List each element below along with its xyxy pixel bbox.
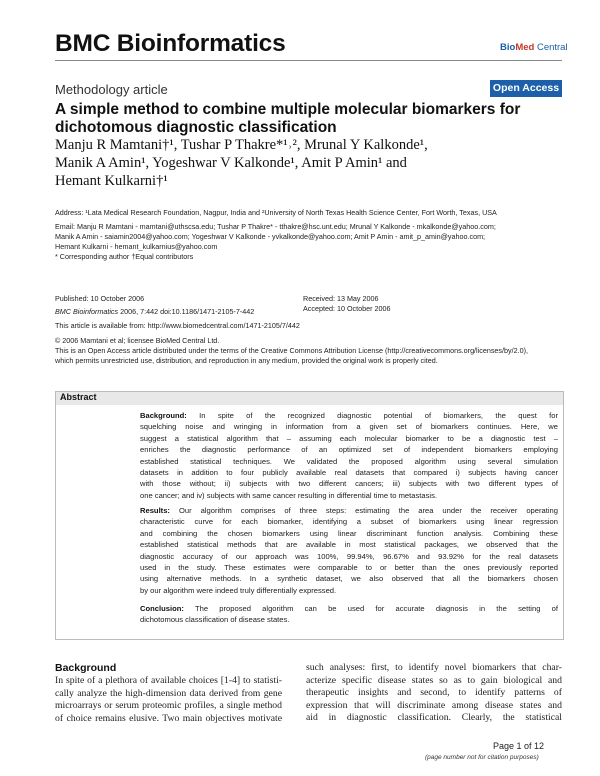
availability-link[interactable]: This article is available from: http://www.biomedcentral.com/1471-2105/7/442 bbox=[55, 321, 300, 330]
abstract-conclusion bbox=[140, 603, 558, 626]
author-line: Manik A Amin¹, Yogeshwar V Kalkonde¹, Amit P Amin¹ and bbox=[55, 155, 407, 171]
article-type: Methodology article bbox=[55, 82, 168, 97]
abstract-line: established statistical techniques. We validated the proposed algorithm using several simulation bbox=[140, 456, 558, 466]
citation bbox=[55, 307, 295, 317]
license-line: which permits unrestricted use, distribution, and reproduction in any medium, provided the original work is properly cited. bbox=[55, 356, 438, 365]
abstract-heading: Abstract bbox=[60, 392, 97, 402]
abstract-line: suggest a statistical algorithm that – assuming each molecular biomarker to be a diagnostic test – bbox=[140, 433, 558, 443]
body-column-right bbox=[306, 662, 562, 725]
abstract-line: one cancer; and iv) subjects with same cancer resulting in differential time to metastasis. bbox=[140, 490, 437, 500]
biomed-central-logo bbox=[500, 42, 568, 53]
citation-details: 2006, 7:442 doi:10.1186/1471-2105-7-442 bbox=[118, 307, 255, 316]
publication-info bbox=[55, 294, 295, 320]
author-emails bbox=[55, 222, 565, 262]
abstract-header-bar bbox=[55, 391, 564, 405]
header-divider bbox=[55, 60, 562, 61]
body-column-left bbox=[55, 675, 282, 725]
body-line: microarrays or serum proteomic profiles, a single method bbox=[55, 700, 282, 712]
email-line: Email: Manju R Mamtani - mamtani@uthscsa.edu; Tushar P Thakre* - tthakre@hsc.unt.edu; Mrunal Y Kalkonde - mkalkonde@yahoo.com; bbox=[55, 222, 496, 231]
abstract-line: datasets in addition to four publicly available real datasets that compared i) subjects having cancer bbox=[140, 468, 558, 478]
body-line: expression that will discriminate among disease states and bbox=[306, 699, 562, 711]
copyright-license bbox=[55, 336, 565, 366]
abstract-background bbox=[140, 410, 558, 501]
email-line: Manik A Amin - saiamin2004@yahoo.com; Yogeshwar V Kalkonde - yvkalkonde@yahoo.com; Amit P Amin - amit_p_amin@yahoo.com; bbox=[55, 232, 486, 241]
abstract-line: with those without; ii) subjects with two different cancers; iii) subjects with two different types of bbox=[140, 479, 558, 489]
body-line: cally analyze the high-dimension data derived from gene bbox=[55, 687, 282, 699]
affiliation-address: Address: ¹Lata Medical Research Foundation, Nagpur, India and ²University of North Texas Health Science Center, Fort Worth, Texas, USA bbox=[55, 208, 497, 217]
logo-central: Central bbox=[534, 42, 568, 53]
body-line: In spite of a plethora of available choices [1-4] to statisti- bbox=[55, 675, 282, 686]
citation-journal: BMC Bioinformatics bbox=[55, 307, 119, 316]
body-line: acterize specific disease states so as to gain biological and bbox=[306, 674, 562, 686]
review-dates bbox=[303, 294, 503, 317]
body-line: therapeutic insights and second, to identify patterns of bbox=[306, 687, 562, 699]
author-line: Hemant Kulkarni†¹ bbox=[55, 173, 168, 189]
section-heading-background: Background bbox=[55, 662, 117, 674]
open-access-badge: Open Access bbox=[490, 80, 562, 97]
abstract-conclusion-label: Conclusion: bbox=[140, 604, 184, 613]
abstract-line: diagnostic accuracy of our approach was 100%, 99.94%, 96.67% and 93.92% for the real datasets bbox=[140, 551, 558, 561]
abstract-line: squelching noise and wringing in information from a given set of biomarkers continues. Here, we bbox=[140, 422, 558, 432]
abstract-line: dichotomous classification of disease states. bbox=[140, 615, 290, 625]
abstract-line: using alternative methods. In a synthetic dataset, we also observed that all the biomarkers chosen bbox=[140, 574, 558, 584]
email-line: Hemant Kulkarni - hemant_kulkarnius@yahoo.com bbox=[55, 242, 218, 251]
abstract-line: The proposed algorithm can be used for accurate diagnosis in the setting of bbox=[194, 604, 558, 613]
abstract-line: and combining the chosen biomarkers using linear discriminant function analysis. Combining these bbox=[140, 528, 558, 538]
abstract-background-label: Background: bbox=[140, 411, 187, 420]
abstract-line: by our algorithm were indeed truly differentially expressed. bbox=[140, 585, 337, 595]
abstract-line: established statistical methods that are available in most statistical packages, we observed that the bbox=[140, 540, 558, 550]
author-line: Manju R Mamtani†¹, Tushar P Thakre*¹˒², Mrunal Y Kalkonde¹, bbox=[55, 137, 428, 153]
abstract-line: Our algorithm comprises of three steps: estimating the area under the receiver operating bbox=[178, 506, 558, 515]
logo-med: Med bbox=[515, 42, 535, 53]
journal-title: BMC Bioinformatics bbox=[55, 30, 286, 57]
abstract-line: characteristic curve for each biomarker, identifying a subset of biomarkers using linear regression bbox=[140, 517, 558, 527]
abstract-results-label: Results: bbox=[140, 506, 170, 515]
copyright-line: © 2006 Mamtani et al; licensee BioMed Central Ltd. bbox=[55, 336, 220, 345]
article-title: A simple method to combine multiple molecular biomarkers for dichotomous diagnostic classification bbox=[55, 101, 521, 136]
abstract-line: In spite of the recognized diagnostic potential of biomarkers, the quest for bbox=[199, 411, 558, 420]
corresponding-note: * Corresponding author †Equal contributors bbox=[55, 252, 194, 261]
page-number: Page 1 of 12 bbox=[493, 741, 545, 751]
page-number-note: (page number not for citation purposes) bbox=[425, 754, 539, 761]
accepted-date: Accepted: 10 October 2006 bbox=[303, 304, 391, 313]
logo-bio: Bio bbox=[500, 42, 516, 53]
published-date: Published: 10 October 2006 bbox=[55, 294, 145, 303]
abstract-line: enriches the diagnostic performance of an optimized set of independent biomarkers employing bbox=[140, 445, 558, 455]
abstract-results bbox=[140, 505, 558, 596]
body-line: aid in diagnostic classification. Clearly, the statistical bbox=[306, 712, 562, 724]
author-list bbox=[55, 136, 535, 190]
license-line: This is an Open Access article distributed under the terms of the Creative Commons Attribution License (http://creativecommons.org/licenses/by/2.0), bbox=[55, 346, 528, 355]
body-line: of choice remains elusive. Two main objectives motivate bbox=[55, 712, 282, 724]
received-date: Received: 13 May 2006 bbox=[303, 294, 379, 303]
abstract-line: used in the study. These estimates were comparable to or better than the ones previously reported bbox=[140, 563, 558, 573]
body-line: such analyses: first, to identify novel biomarkers that char- bbox=[306, 662, 562, 673]
